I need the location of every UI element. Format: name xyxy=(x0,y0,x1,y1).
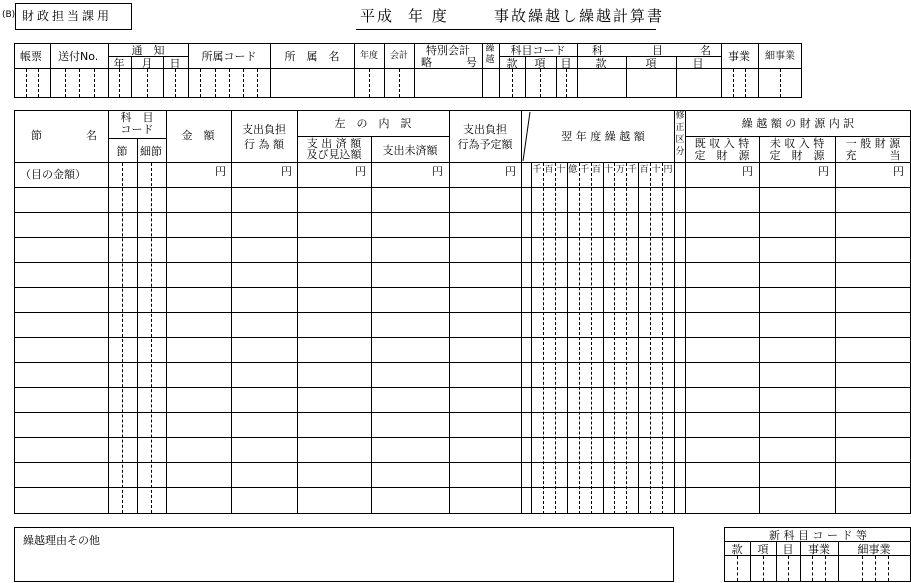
table-row-line xyxy=(14,362,911,363)
digit-label: 円 xyxy=(663,165,673,175)
table-row-line xyxy=(14,187,911,188)
col-go: 号 xyxy=(466,56,477,69)
yen-shishutsu: 円 xyxy=(281,165,292,178)
col-yotei-2: 行為予定額 xyxy=(457,138,513,151)
col-yotei-1: 支出負担 xyxy=(463,123,507,136)
new-code-title: 新 科 目 コ ー ド 等 xyxy=(769,529,867,542)
col-kishu-1: 既 収 入 特 xyxy=(694,137,750,150)
digit-label: 百 xyxy=(639,165,649,175)
header-table-divider xyxy=(14,68,802,69)
col-kuri: 繰 xyxy=(485,44,495,54)
col-kamoku-mei: 名 xyxy=(700,44,711,57)
col-mizumi: 支出未済額 xyxy=(382,144,438,157)
col-kamoku-ka: 科 xyxy=(592,44,603,57)
col-setsumei-a: 節 xyxy=(31,129,42,142)
digit-divider xyxy=(591,163,592,514)
col-moku: 目 xyxy=(560,57,572,70)
col-ko2: 項 xyxy=(645,57,657,70)
digit-label: 十 xyxy=(603,165,613,175)
col-zaigen: 繰 越 額 の 財 源 内 訳 xyxy=(741,117,855,130)
dashed-divider xyxy=(122,163,123,513)
col-nen: 年 xyxy=(113,57,125,70)
col-shozoku-code: 所属コード xyxy=(201,50,257,63)
col-saijigyo: 細事業 xyxy=(765,51,795,62)
col-ippan-1: 一 般 財 源 xyxy=(845,137,901,150)
new-code-moku: 目 xyxy=(782,543,794,556)
table-row-line xyxy=(14,387,911,388)
col-shozoku-mei: 所 属 名 xyxy=(284,50,340,63)
col-chohyo: 帳票 xyxy=(20,50,42,63)
digit-divider xyxy=(614,163,615,514)
reason-label: 繰越理由その他 xyxy=(23,534,100,547)
col-hi: 日 xyxy=(169,57,181,70)
new-code-saijigyo: 細事業 xyxy=(857,543,891,556)
col-kan: 款 xyxy=(506,57,518,70)
digit-divider xyxy=(626,163,627,514)
table-row-line xyxy=(14,237,911,238)
corner-mark: (B) xyxy=(2,10,16,20)
yen-yotei: 円 xyxy=(505,165,516,178)
col-shusei-3: 区 xyxy=(675,135,685,145)
digit-divider xyxy=(638,163,639,514)
col-sumi-2: 及び見込額 xyxy=(306,148,362,161)
yen-sumi: 円 xyxy=(355,165,366,178)
col-shishutsu-1: 支出負担 xyxy=(242,123,286,136)
digit-divider xyxy=(579,163,580,514)
new-code-ko: 項 xyxy=(757,543,769,556)
title-underline xyxy=(356,29,656,30)
table-row-line xyxy=(14,437,911,438)
digit-label: 十 xyxy=(651,165,661,175)
digit-label: 千 xyxy=(580,165,590,175)
dashed-divider xyxy=(151,163,152,513)
col-kingaku: 金 額 xyxy=(181,129,215,142)
col-ko: 項 xyxy=(534,57,546,70)
slash-mark xyxy=(521,110,532,163)
col-ryaku: 略 xyxy=(421,56,432,69)
col-kishu-2: 定 財 源 xyxy=(694,149,750,162)
digit-label: 千 xyxy=(627,165,637,175)
table-row-line xyxy=(14,462,911,463)
yen-kishu: 円 xyxy=(742,165,753,178)
corner-label: 財政担当課用 xyxy=(22,9,113,23)
col-moku2: 目 xyxy=(692,57,704,70)
digit-divider xyxy=(543,163,544,514)
col-shusei-1: 修 xyxy=(675,111,685,121)
digit-label: 億 xyxy=(568,165,578,175)
table-row-line xyxy=(14,412,911,413)
digit-divider xyxy=(603,163,604,514)
table-row-line xyxy=(14,312,911,313)
col-tsuki: 月 xyxy=(141,57,153,70)
digit-divider xyxy=(567,163,568,514)
col-sumi-1: 支 出 済 額 xyxy=(306,137,362,150)
table-row-line xyxy=(14,212,911,213)
digit-divider xyxy=(555,163,556,514)
col-ippan-2: 充 当 xyxy=(845,149,901,162)
main-header-divider xyxy=(14,162,911,163)
reason-box[interactable] xyxy=(14,527,674,582)
table-row-line xyxy=(14,337,911,338)
col-saisetsu: 細節 xyxy=(140,145,162,158)
table-row-line xyxy=(14,287,911,288)
col-yokunendo: 翌 年 度 繰 越 額 xyxy=(561,130,645,143)
row-moku-label: （目の金額） xyxy=(20,168,86,181)
digit-label: 十 xyxy=(556,165,566,175)
digit-label: 万 xyxy=(615,165,625,175)
yen-kingaku: 円 xyxy=(215,165,226,178)
col-kan2: 款 xyxy=(595,57,607,70)
col-code: コード xyxy=(120,123,154,136)
col-kamoku-code: 科目コード xyxy=(510,44,566,57)
col-sofu: 送付No. xyxy=(58,50,99,63)
digit-divider xyxy=(662,163,663,514)
col-setsu: 節 xyxy=(116,145,128,158)
col-kaikei: 会計 xyxy=(389,51,409,61)
digit-label: 百 xyxy=(592,165,602,175)
col-koshi: 越 xyxy=(485,55,495,65)
col-tokubetsu: 特別会計 xyxy=(426,44,470,57)
title-nendo: 年 度 xyxy=(408,7,449,25)
col-kamoku: 科 目 xyxy=(120,111,154,124)
yen-mishu: 円 xyxy=(818,165,829,178)
page-title: 事故繰越し繰越計算書 xyxy=(494,7,665,25)
yen-mizumi: 円 xyxy=(432,165,443,178)
col-tsuchi: 通 知 xyxy=(131,44,165,57)
col-mishu-1: 未 収 入 特 xyxy=(769,137,825,150)
col-kamoku-moku: 目 xyxy=(652,44,663,57)
col-setsumei-b: 名 xyxy=(86,129,97,142)
table-row-line xyxy=(14,487,911,488)
new-code-kan: 款 xyxy=(731,543,743,556)
new-code-jigyo: 事業 xyxy=(808,543,830,556)
yen-ippan: 円 xyxy=(893,165,904,178)
col-shusei-2: 正 xyxy=(675,123,685,133)
col-hidari: 左 の 内 訳 xyxy=(334,117,412,130)
digit-label: 千 xyxy=(532,165,542,175)
table-row-line xyxy=(14,262,911,263)
col-mishu-2: 定 財 源 xyxy=(769,149,825,162)
col-jigyo: 事業 xyxy=(728,50,750,63)
title-era: 平成 xyxy=(360,7,395,25)
col-shusei-4: 分 xyxy=(675,147,685,157)
digit-divider xyxy=(650,163,651,514)
col-shishutsu-2: 行 為 額 xyxy=(244,138,284,151)
col-nendo: 年度 xyxy=(359,51,379,61)
digit-label: 百 xyxy=(544,165,554,175)
